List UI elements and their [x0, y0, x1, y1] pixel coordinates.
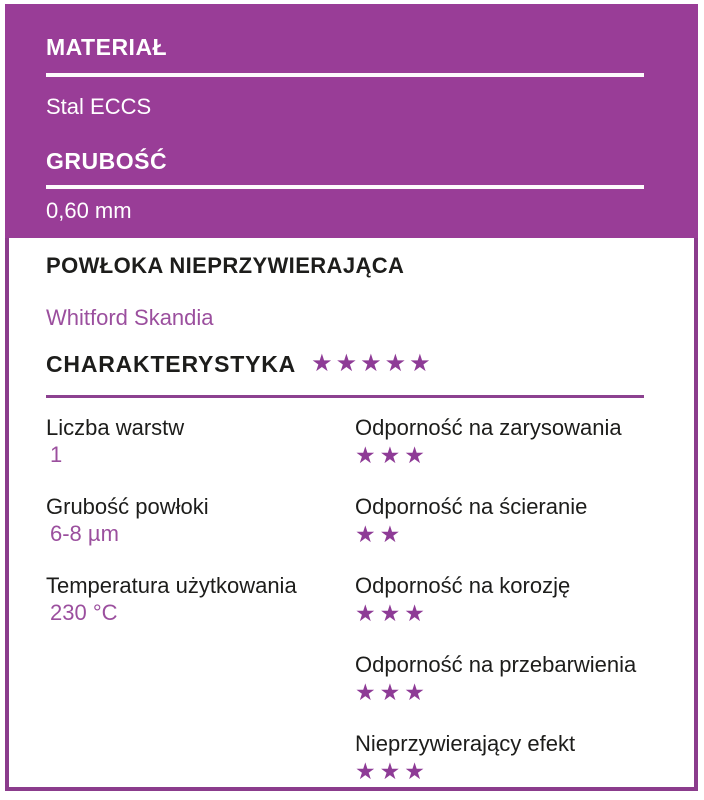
rating-row-discoloration-resistance: [355, 652, 694, 706]
star-rating: ★★★: [355, 442, 429, 468]
spec-value: 6-8 µm: [50, 521, 119, 546]
star-rating: ★★★: [355, 600, 429, 626]
spec-column-values: [46, 415, 355, 800]
rating-label: Nieprzywierający efekt: [355, 731, 576, 756]
star-rating: ★★★: [355, 758, 429, 784]
spec-row-usage-temperature: [46, 573, 355, 627]
thickness-underline: [46, 185, 644, 189]
spec-columns: [46, 415, 694, 800]
rating-row-corrosion-resistance: [355, 573, 694, 627]
spec-label: Grubość powłoki: [46, 494, 209, 519]
material-group: [46, 34, 698, 120]
rating-label: Odporność na korozję: [355, 573, 571, 598]
star-rating: ★★: [355, 521, 405, 547]
characteristics-heading: CHARAKTERYSTYKA: [46, 351, 297, 377]
rating-label: Odporność na zarysowania: [355, 415, 622, 440]
material-underline: [46, 73, 644, 77]
thickness-value: 0,60 mm: [46, 198, 132, 223]
spec-row-layers: [46, 415, 355, 469]
spec-label: Liczba warstw: [46, 415, 185, 440]
rating-label: Odporność na ścieranie: [355, 494, 588, 519]
star-rating: ★★★: [355, 679, 429, 705]
spec-value: 230 °C: [50, 600, 118, 625]
coating-title: POWŁOKA NIEPRZYWIERAJĄCA: [46, 253, 405, 278]
material-heading: MATERIAŁ: [46, 34, 168, 60]
spec-value: 1: [50, 442, 63, 467]
coating-card: [5, 238, 698, 791]
characteristics-row: [46, 350, 694, 378]
coating-brand: Whitford Skandia: [46, 305, 214, 330]
rating-row-scratch-resistance: [355, 415, 694, 469]
spec-column-ratings: [355, 415, 694, 800]
rating-label: Odporność na przebarwienia: [355, 652, 637, 677]
characteristics-star-rating: ★★★★★: [311, 350, 434, 377]
spec-row-coating-thickness: [46, 494, 355, 548]
thickness-group: [46, 148, 698, 224]
thickness-heading: GRUBOŚĆ: [46, 148, 168, 174]
rating-row-nonstick-effect: [355, 731, 694, 785]
section-divider: [46, 395, 644, 398]
material-value: Stal ECCS: [46, 94, 152, 119]
rating-row-abrasion-resistance: [355, 494, 694, 548]
spec-label: Temperatura użytkowania: [46, 573, 297, 598]
header-panel: [5, 4, 698, 238]
